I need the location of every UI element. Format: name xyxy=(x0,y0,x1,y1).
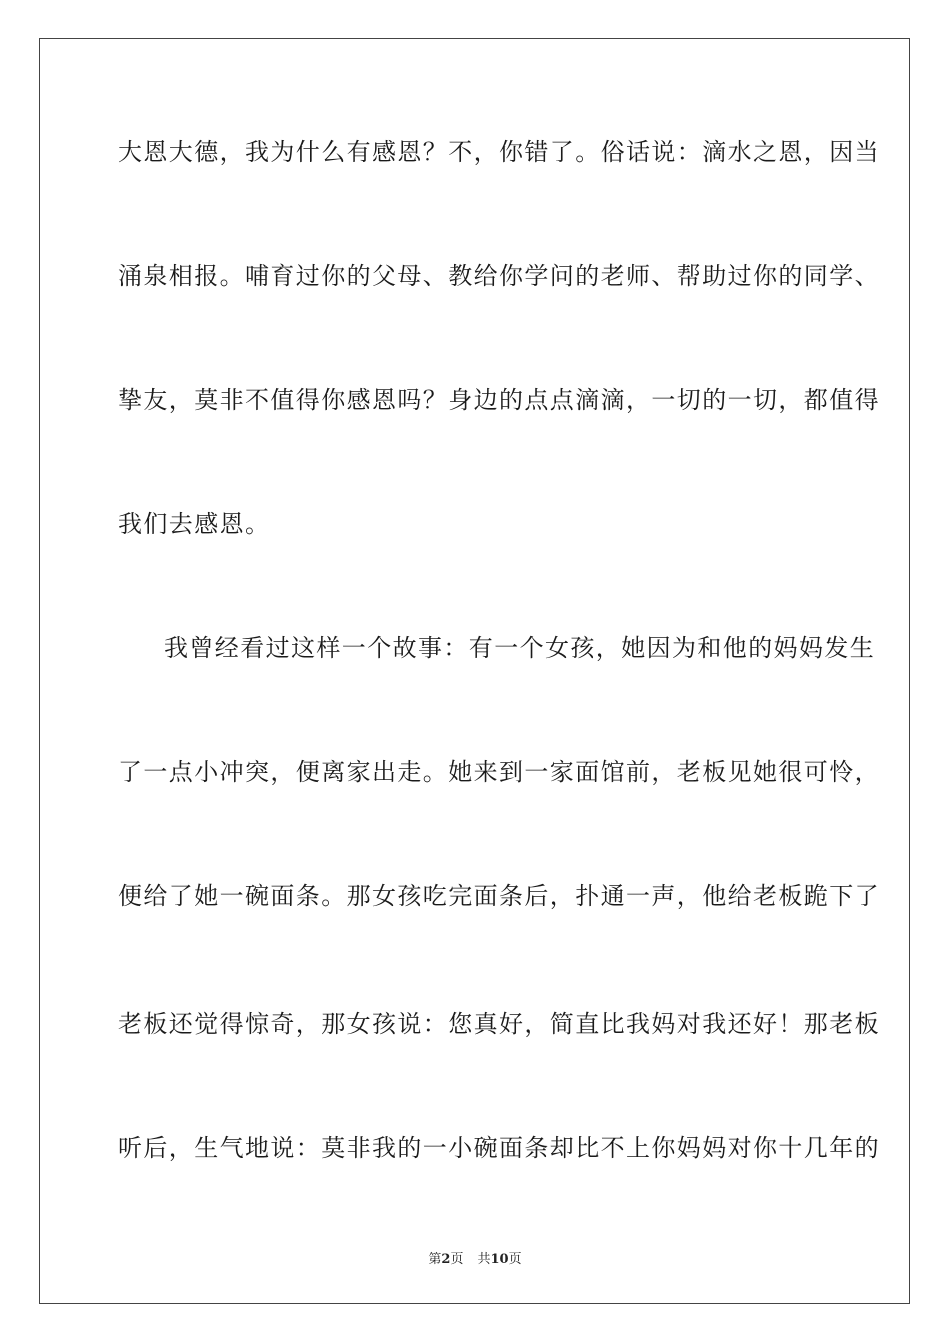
text-line-3: 挚友，莫非不值得你感恩吗？身边的点点滴滴，一切的一切，都值得 xyxy=(118,386,880,414)
page-suffix: 页 xyxy=(450,1252,464,1267)
total-prefix: 共 xyxy=(477,1252,491,1267)
total-pages: 10 xyxy=(490,1252,509,1267)
total-suffix: 页 xyxy=(508,1252,522,1267)
text-line-8: 老板还觉得惊奇，那女孩说：您真好，简直比我妈对我还好！那老板 xyxy=(118,1010,880,1038)
text-line-4: 我们去感恩。 xyxy=(118,510,271,538)
text-line-2: 涌泉相报。哺育过你的父母、教给你学问的老师、帮助过你的同学、 xyxy=(118,262,880,290)
text-line-1: 大恩大德，我为什么有感恩？不，你错了。俗话说：滴水之恩，因当 xyxy=(118,138,880,166)
page-prefix: 第 xyxy=(428,1252,442,1267)
page-number: 2 xyxy=(441,1252,451,1267)
page-footer xyxy=(0,1248,950,1267)
page-frame xyxy=(39,38,910,1304)
text-line-7: 便给了她一碗面条。那女孩吃完面条后，扑通一声，他给老板跪下了 xyxy=(118,882,880,910)
text-line-5: 我曾经看过这样一个故事：有一个女孩，她因为和他的妈妈发生 xyxy=(164,634,876,662)
text-line-6: 了一点小冲突，便离家出走。她来到一家面馆前，老板见她很可怜， xyxy=(118,758,880,786)
text-line-9: 听后，生气地说：莫非我的一小碗面条却比不上你妈妈对你十几年的 xyxy=(118,1134,880,1162)
